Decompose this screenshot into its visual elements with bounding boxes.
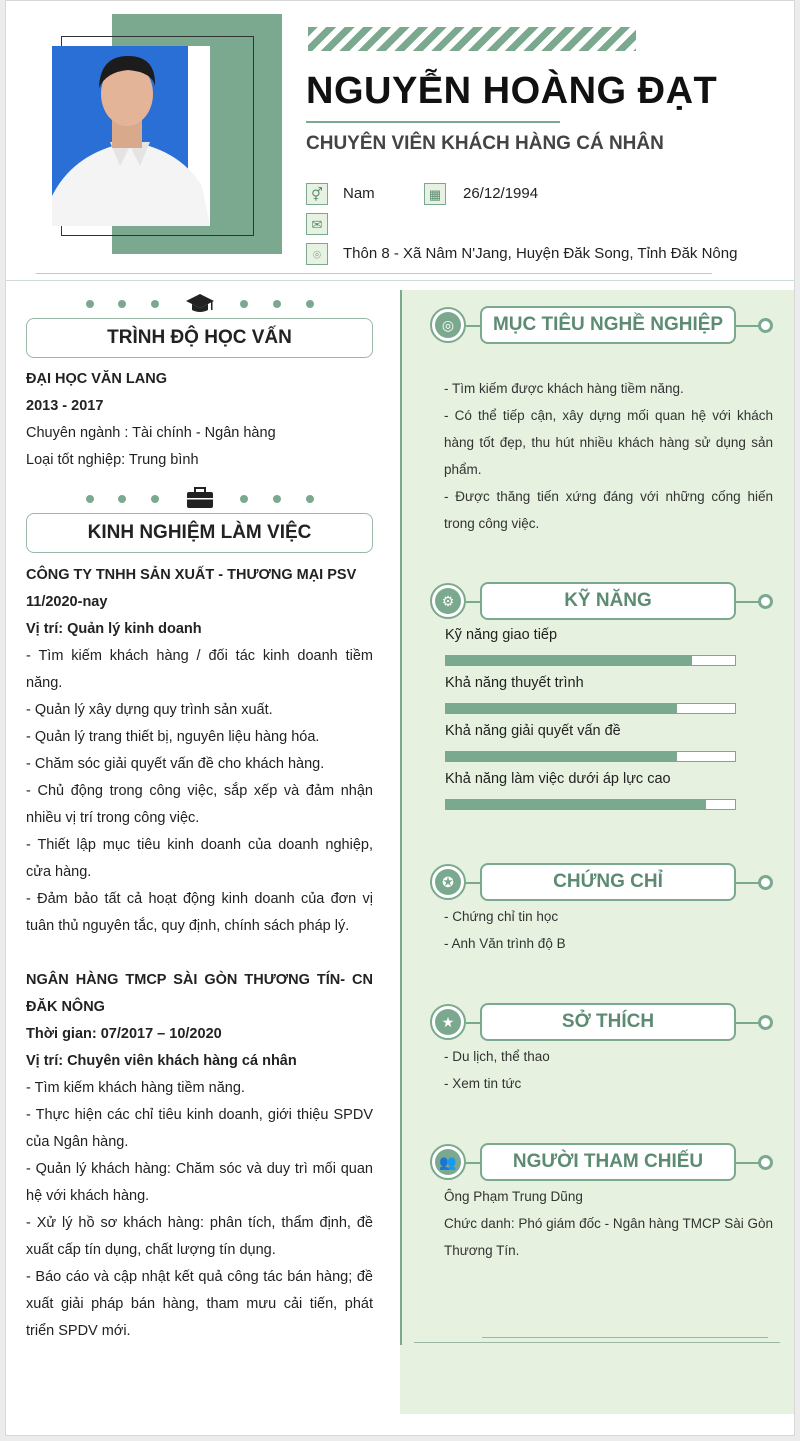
- job-position: Vị trí: Quản lý kinh doanh: [26, 621, 202, 637]
- education-school: ĐẠI HỌC VĂN LANG: [26, 371, 167, 387]
- skill-label: Kỹ năng giao tiếp: [445, 627, 558, 643]
- objective-heading: MỤC TIÊU NGHỀ NGHIỆP: [480, 306, 736, 344]
- experience-heading: KINH NGHIỆM LÀM VIỆC: [26, 513, 373, 553]
- job-duty: - Tìm kiếm khách hàng / đối tác kinh doanh tiềm năng.: [26, 648, 373, 691]
- objective-header: [430, 306, 775, 346]
- education-grade: Loại tốt nghiệp: Trung bình: [26, 452, 199, 468]
- gear-icon: ⚙: [435, 588, 461, 614]
- address-value: Thôn 8 - Xã Nâm N'Jang, Huyện Đăk Song, Tỉnh Đăk Nông: [343, 245, 738, 262]
- job-duty: - Quản lý khách hàng: Chăm sóc và duy trì mối quan hệ với khách hàng.: [26, 1161, 373, 1204]
- header-divider-secondary: [5, 280, 795, 281]
- certificate-item: - Anh Văn trình độ B: [444, 936, 566, 951]
- job-entry: [26, 562, 373, 940]
- email-icon: ✉: [306, 213, 328, 235]
- references-details: [444, 1183, 773, 1264]
- hobbies-heading: SỞ THÍCH: [480, 1003, 736, 1041]
- education-details: [26, 366, 373, 474]
- job-duty: - Đảm bảo tất cả hoạt động kinh doanh của đơn vị tuân thủ nguyên tắc, quy định, chính sách pháp lý.: [26, 891, 373, 934]
- target-icon: ◎: [435, 312, 461, 338]
- skill-bar: [445, 799, 736, 810]
- education-years: 2013 - 2017: [26, 398, 104, 414]
- job-position: Vị trí: Chuyên viên khách hàng cá nhân: [26, 1053, 297, 1069]
- hobbies-header: [430, 1003, 775, 1043]
- graduation-cap-icon: [185, 292, 215, 314]
- references-heading: NGƯỜI THAM CHIẾU: [480, 1143, 736, 1181]
- objective-item: - Được thăng tiến xứng đáng với những cống hiến trong công việc.: [444, 489, 773, 531]
- briefcase-icon: [185, 487, 215, 509]
- skill-label: Khả năng làm việc dưới áp lực cao: [445, 771, 671, 787]
- job-duty: - Chủ động trong công việc, sắp xếp và đảm nhận nhiều vị trí trong công việc.: [26, 783, 373, 826]
- skills-heading: KỸ NĂNG: [480, 582, 736, 620]
- education-heading: TRÌNH ĐỘ HỌC VẤN: [26, 318, 373, 358]
- location-icon: ⌾: [306, 243, 328, 265]
- right-panel-bottom-line: [414, 1342, 780, 1343]
- education-major: Chuyên ngành : Tài chính - Ngân hàng: [26, 425, 276, 441]
- job-period: 11/2020-nay: [26, 594, 108, 610]
- candidate-name: NGUYỄN HOÀNG ĐẠT: [306, 70, 718, 112]
- certificates-list: [444, 903, 773, 957]
- person-portrait-icon: [52, 46, 210, 226]
- decorative-stripes: [308, 27, 636, 51]
- header-divider: [36, 273, 712, 274]
- award-icon: ✪: [435, 869, 461, 895]
- job-company: NGÂN HÀNG TMCP SÀI GÒN THƯƠNG TÍN- CN ĐĂK NÔNG: [26, 972, 373, 1015]
- education-divider: [80, 292, 320, 316]
- job-duty: - Tìm kiếm khách hàng tiềm năng.: [26, 1080, 245, 1096]
- job-duty: - Chăm sóc giải quyết vấn đề cho khách hàng.: [26, 756, 325, 772]
- experience-divider: [80, 487, 320, 511]
- job-duty: - Xử lý hồ sơ khách hàng: phân tích, thẩm định, đề xuất cấp tín dụng, chất lượng tín dụng.: [26, 1215, 373, 1258]
- job-company: CÔNG TY TNHH SẢN XUẤT - THƯƠNG MẠI PSV: [26, 567, 357, 583]
- skills-header: [430, 582, 775, 622]
- job-period: Thời gian: 07/2017 – 10/2020: [26, 1026, 222, 1042]
- right-panel-border: [400, 290, 402, 1345]
- people-icon: 👥: [435, 1149, 461, 1175]
- hobby-item: - Du lịch, thể thao: [444, 1049, 550, 1064]
- calendar-icon: ▦: [424, 183, 446, 205]
- job-entry: [26, 967, 373, 1345]
- hobbies-list: [444, 1043, 773, 1097]
- job-duty: - Thiết lập mục tiêu kinh doanh của doanh nghiệp, cửa hàng.: [26, 837, 373, 880]
- star-icon: ★: [435, 1009, 461, 1035]
- objective-item: - Tìm kiếm được khách hàng tiềm năng.: [444, 381, 684, 396]
- certificate-item: - Chứng chỉ tin học: [444, 909, 559, 924]
- birthdate-value: 26/12/1994: [463, 185, 539, 202]
- skill-bar: [445, 703, 736, 714]
- job-duty: - Quản lý trang thiết bị, nguyên liệu hàng hóa.: [26, 729, 320, 745]
- right-panel-bottom-line-short: [482, 1337, 768, 1338]
- reference-position: Chức danh: Phó giám đốc - Ngân hàng TMCP Sài Gòn Thương Tín.: [444, 1216, 773, 1258]
- profile-photo: [52, 46, 210, 226]
- references-header: [430, 1143, 775, 1183]
- skill-bar: [445, 655, 736, 666]
- certificates-heading: CHỨNG CHỈ: [480, 863, 736, 901]
- objective-item: - Có thể tiếp cận, xây dựng mối quan hệ với khách hàng tốt đẹp, thu hút nhiều khách hàng sử dụng sản phẩm.: [444, 408, 773, 477]
- job-duty: - Thực hiện các chỉ tiêu kinh doanh, giới thiệu SPDV của Ngân hàng.: [26, 1107, 373, 1150]
- job-duty: - Báo cáo và cập nhật kết quả công tác bán hàng; đề xuất giải pháp bán hàng, tham mưu cải tiến, phát triển SPDV mới.: [26, 1269, 373, 1339]
- name-underline: [306, 121, 560, 123]
- skill-bar: [445, 751, 736, 762]
- reference-name: Ông Phạm Trung Dũng: [444, 1189, 583, 1204]
- job-duty: - Quản lý xây dựng quy trình sản xuất.: [26, 702, 273, 718]
- skill-label: Khả năng giải quyết vấn đề: [445, 723, 621, 739]
- certificates-header: [430, 863, 775, 903]
- hobby-item: - Xem tin tức: [444, 1076, 522, 1091]
- gender-value: Nam: [343, 185, 375, 202]
- gender-icon: ⚥: [306, 183, 328, 205]
- skill-label: Khả năng thuyết trình: [445, 675, 584, 691]
- candidate-job-title: CHUYÊN VIÊN KHÁCH HÀNG CÁ NHÂN: [306, 133, 664, 154]
- objective-text: [444, 375, 773, 537]
